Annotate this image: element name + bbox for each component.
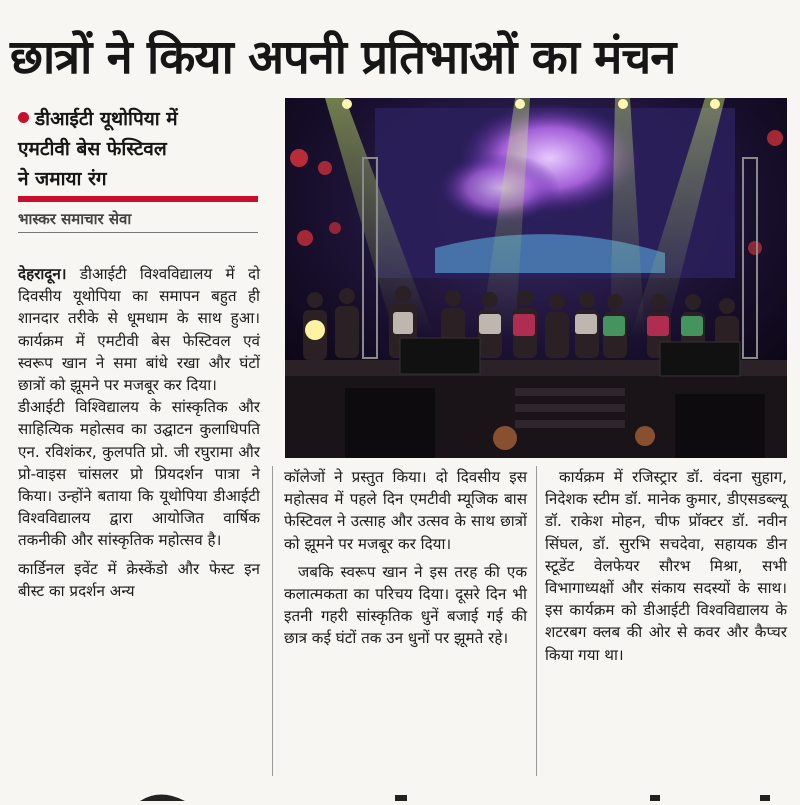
column-2 xyxy=(284,466,527,650)
subhead-line-1: डीआईटी यूथोपिया में xyxy=(18,104,268,134)
paragraph-3: कार्डिनल इवेंट में क्रेस्केंडो और फेस्ट इन बीस्ट का प्रदर्शन अन्य xyxy=(18,559,260,600)
paragraph-2: डीआईटी विश्विद्यालय के सांस्कृतिक और साहित्यिक महोत्सव का उद्घाटन कुलाधिपति एन. रविशंकर, कुलपति प्रो. जी रघुरामा और प्रो-वाइस चांसलर प्रो प्रियदर्शन पात्रा ने किया। उन्होंने बताया कि यूथोपिया डीआईटी विश्वविद्यालय द्वारा आयोजित वार्षिक तकनीकी और सांस्कृतिक महोत्सव है। xyxy=(18,398,260,550)
subhead-line-3: ने जमाया रंग xyxy=(18,168,107,190)
column-divider-2 xyxy=(536,466,537,776)
paragraph-4: कॉलेजों ने प्रस्तुत किया। दो दिवसीय इस महोत्सव में पहले दिन एमटीवी म्यूजिक बास फेस्टिवल ने उत्साह और उत्सव के साथ छात्रों को झूमने पर मजबूर कर दिया। xyxy=(284,468,527,553)
red-divider xyxy=(18,196,258,202)
paragraph-6: कार्यक्रम में रजिस्ट्रार डॉ. वंदना सुहाग, निदेशक स्टीम डॉ. मानेक कुमार, डीएसडब्ल्यू डॉ. राकेश मोहन, चीफ प्रॉक्टर डॉ. नवीन सिंघल, डॉ. सुरभि सचदेवा, सहायक डीन स्टूडेंट वेलफेयर सौरभ मिश्रा, सभी विभागाध्यक्षों और संकाय सदस्यों के साथ। इस कार्यक्रम को डीआईटी विश्वविद्यालय के शटरबग क्लब की ओर से कवर और कैप्चर किया गया था। xyxy=(545,468,787,664)
column-3 xyxy=(545,466,787,666)
paragraph-5: जबकि स्वरूप खान ने इस तरह की एक कलात्मकता का परिचय दिया। दूसरे दिन भी इतनी गहरी सांस्कृतिक धुनें बजाई गई की छात्र कई घंटों तक उन धुनों पर झूमते रहे। xyxy=(284,562,527,648)
column-divider-1 xyxy=(272,466,273,776)
concert-photo xyxy=(285,98,787,458)
column-1 xyxy=(18,263,260,602)
bullet-dot-icon xyxy=(18,112,29,123)
clipped-next-article-shapes xyxy=(0,786,800,801)
stage-illustration xyxy=(285,98,787,458)
subhead-line-2: एमटीवी बेस फेस्टिवल xyxy=(18,138,167,160)
headline: छात्रों ने किया अपनी प्रतिभाओं का मंचन xyxy=(10,30,676,85)
subhead xyxy=(18,104,268,194)
byline: भास्कर समाचार सेवा xyxy=(18,206,258,233)
dateline: देहरादून। xyxy=(18,265,67,283)
bottom-strip xyxy=(0,786,800,801)
paragraph-1: देहरादून। डीआईटी विश्वविद्यालय में दो दिवसीय यूथोपिया का समापन बहुत ही शानदार तरीके से धूमधाम के साथ हुआ। कार्यक्रम में एमटीवी बेस फेस्टिवल एवं स्वरूप खान ने समा बांधे रखा और घंटों छात्रों को झूमने पर मजबूर कर दिया। xyxy=(18,265,260,395)
